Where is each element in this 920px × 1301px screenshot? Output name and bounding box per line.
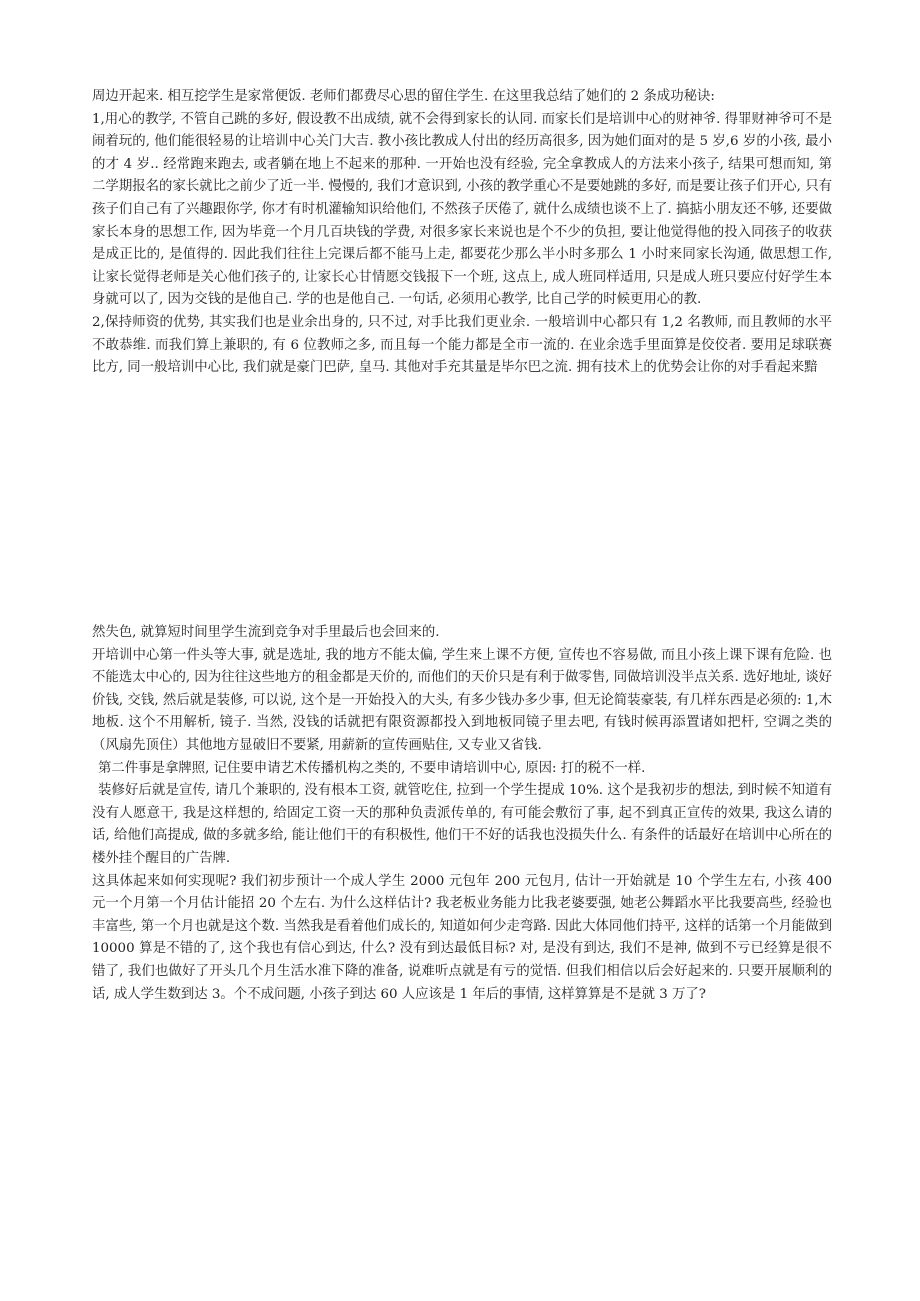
paragraph: 第二件事是拿牌照, 记住要申请艺术传播机构之类的, 不要申请培训中心, 原因: 打的税不一样. — [98, 760, 646, 776]
paragraph: 这具体起来如何实现呢? 我们初步预计一个成人学生 2000 元包年 200 元包月, 估计一开始就是 10 个学生左右, 小孩 400 元一个月第一个月估计能招 20 个左右. 为什么这样估计? 我老板业务能力比我老婆要强, 她老公舞蹈水平比我要高些, 经验也丰富些, 第一个月也就是这个数. 当然我是看着他们成长的, 知道如何少走弯路. 因此大体同他们持平, 这样的话第一个月能做到 10000 算是不错的了, 这个我也有信心到达, 什么? 没有到达最低目标? 对, 是没有到达, 我们不是神, 做到不亏已经算是很不错了, 我们也做好了开头几个月生活水准下降的准备, 说难听点就是有亏的觉悟. 但我们相信以后会好起来的. 只要开展顺利的话, 成人学生数到达 3。个不成问题, 小孩子到达 60 人应该是 1 年后的事情, 这样算算是不是就 3 万了? — [92, 873, 832, 1002]
paragraph: 1,用心的教学, 不管自己跳的多好, 假设教不出成绩, 就不会得到家长的认同. 而家长们是培训中心的财神爷. 得罪财神爷可不是闹着玩的, 他们能很轻易的让培训中心关门大吉. 教小孩比教成人付出的经历高很多, 因为她们面对的是 5 岁,6 岁的小孩, 最小的才 4 岁.. 经常跑来跑去, 或者躺在地上不起来的那种. 一开始也没有经验, 完全拿教成人的方法来小孩子, 结果可想而知, 第二学期报名的家长就比之前少了近一半. 慢慢的, 我们才意识到, 小孩的教学重心不是要她跳的多好, 而是要让孩子们开心, 只有孩子们自己有了兴趣跟你学, 你才有时机灌输知识给他们, 不然孩子厌倦了, 就什么成绩也谈不上了. 搞掂小朋友还不够, 还要做家长本身的思想工作, 因为毕竟一个月几百块钱的学费, 对很多家长来说也是个不少的负担, 要让他觉得他的投入同孩子的收获是成正比的, 是值得的. 因此我们往往上完课后都不能马上走, 都要花少那么半小时多那么 1 小时来同家长沟通, 做思想工作, 让家长觉得老师是关心他们孩子的, 让家长心甘情愿交钱报下一个班, 这点上, 成人班同样适用, 只是成人班只要应付好学生本身就可以了, 因为交钱的是他自己. 学的也是他自己. 一句话, 必须用心教学, 比自己学的时候更用心的教. — [92, 111, 832, 308]
text-block-bottom — [92, 622, 832, 1006]
text-block-top — [92, 86, 832, 380]
paragraph: 装修好后就是宣传, 请几个兼职的, 没有根本工资, 就管吃住, 拉到一个学生提成 10%. 这个是我初步的想法, 到时候不知道有没有人愿意干, 我是这样想的, 给固定工资一天的那种负责派传单的, 有可能会敷衍了事, 起不到真正宣传的效果, 我这么请的话, 给他们高提成, 做的多就多给, 能让他们干的有积极性, 他们干不好的话我也没损失什么. 有条件的话最好在培训中心所在的楼外挂个醒目的广告牌. — [92, 783, 832, 866]
paragraph: 然失色, 就算短时间里学生流到竞争对手里最后也会回来的. — [92, 625, 440, 640]
paragraph: 周边开起来. 相互挖学生是家常便饭. 老师们都费尽心思的留住学生. 在这里我总结了她们的 2 条成功秘诀: — [92, 89, 715, 104]
paragraph: 开培训中心第一件头等大事, 就是选址, 我的地方不能太偏, 学生来上课不方便, 宣传也不容易做, 而且小孩上课下课有危险. 也不能选太中心的, 因为往往这些地方的租金都是天价的, 而他们的天价只是有利于做零售, 同做培训没半点关系. 选好地址, 谈好价钱, 交钱, 然后就是装修, 可以说, 这个是一开始投入的大头, 有多少钱办多少事, 但无论简装豪装, 有几样东西是必须的: 1,木地板. 这个不用解析, 镜子. 当然, 没钱的话就把有限资源都投入到地板同镜子里去吧, 有钱时候再添置诸如把杆, 空调之类的（风扇先顶住）其他地方显破旧不要紧, 用薪新的宣传画贴住, 又专业又省钱. — [92, 647, 832, 753]
paragraph: 2,保持师资的优势, 其实我们也是业余出身的, 只不过, 对手比我们更业余. 一般培训中心都只有 1,2 名教师, 而且教师的水平不敢恭维. 而我们算上兼职的, 有 6 位教师之多, 而且每一个能力都是全市一流的. 在业余选手里面算是佼佼者. 要用足球联赛比方, 同一般培训中心比, 我们就是豪门巴萨, 皇马. 其他对手充其量是毕尔巴之流. 拥有技术上的优势会让你的对手看起来黯 — [92, 314, 832, 376]
